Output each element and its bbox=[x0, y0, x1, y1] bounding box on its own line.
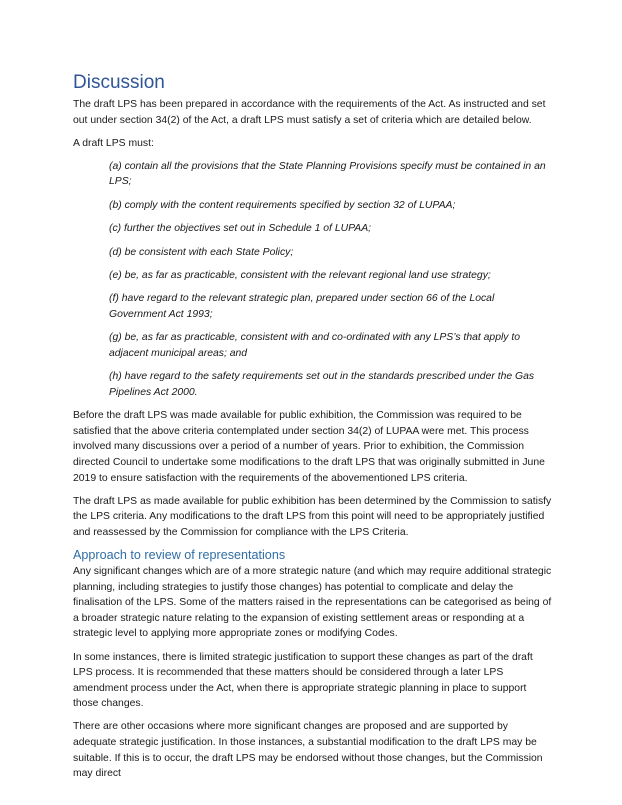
criteria-list bbox=[73, 159, 553, 401]
criteria-item: (d) be consistent with each State Policy; bbox=[109, 246, 294, 258]
criteria-item: (g) be, as far as practicable, consistent with and co-ordinated with any LPS’s that apply to adjacent municipal areas; and bbox=[109, 332, 521, 359]
modifications-paragraph: The draft LPS as made available for public exhibition has been determined by the Commission to satisfy the LPS criteria. Any modifications to the draft LPS from this point will need to be appropriately justified and reassessed by the Commission for compliance with the LPS Criteria. bbox=[73, 495, 552, 538]
document-page bbox=[73, 72, 553, 789]
criteria-item: (a) contain all the provisions that the State Planning Provisions specify must be contained in an LPS; bbox=[109, 160, 546, 188]
other-occasions-paragraph: There are other occasions where more significant changes are proposed and are supported by adequate strategic justification. In those instances, a substantial modification to the draft LPS may be suitable. If this is to occur, the draft LPS may be endorsed without those changes, but the Commission may direct bbox=[73, 721, 543, 780]
exhibition-paragraph: Before the draft LPS was made available for public exhibition, the Commission was required to be satisfied that the above criteria contemplated under section 34(2) of LUPAA were met. This process involved many discussions over a period of a number of years. Prior to exhibition, the Commission directed Council to undertake some modifications to the draft LPS that was originally submitted in June 2019 to ensure satisfaction with the requirements of the abovementioned LPS criteria. bbox=[73, 410, 545, 484]
criteria-item: (c) further the objectives set out in Schedule 1 of LUPAA; bbox=[109, 223, 372, 235]
criteria-item: (f) have regard to the relevant strategic plan, prepared under section 66 of the Local Government Act 1993; bbox=[109, 293, 495, 320]
criteria-item: (e) be, as far as practicable, consistent with the relevant regional land use strategy; bbox=[109, 269, 491, 281]
criteria-lead: A draft LPS must: bbox=[73, 137, 154, 149]
criteria-item: (b) comply with the content requirements specified by section 32 of LUPAA; bbox=[109, 199, 456, 211]
subsection-heading: Approach to review of representations bbox=[73, 548, 286, 563]
strategic-paragraph: Any significant changes which are of a more strategic nature (and which may require additional strategic planning, including strategies to justify those changes) has potential to complicate and delay the finalisation of the LPS. Some of the matters raised in the representations can be categorised as being of a broader strategic nature relating to the expansion of existing settlement areas or responding at a strategic level to applying more appropriate zones or modifying Codes. bbox=[73, 566, 552, 640]
limited-justification-paragraph: In some instances, there is limited strategic justification to support these changes as part of the draft LPS process. It is recommended that these matters should be considered through a later LPS amendment process under the Act, when there is appropriate strategic planning in place to support those changes. bbox=[73, 651, 533, 710]
criteria-item: (h) have regard to the safety requirements set out in the standards prescribed under the Gas Pipelines Act 2000. bbox=[109, 371, 535, 398]
intro-paragraph: The draft LPS has been prepared in accordance with the requirements of the Act. As instructed and set out under section 34(2) of the Act, a draft LPS must satisfy a set of criteria which are detailed below. bbox=[73, 99, 546, 126]
section-heading: Discussion bbox=[73, 72, 165, 93]
